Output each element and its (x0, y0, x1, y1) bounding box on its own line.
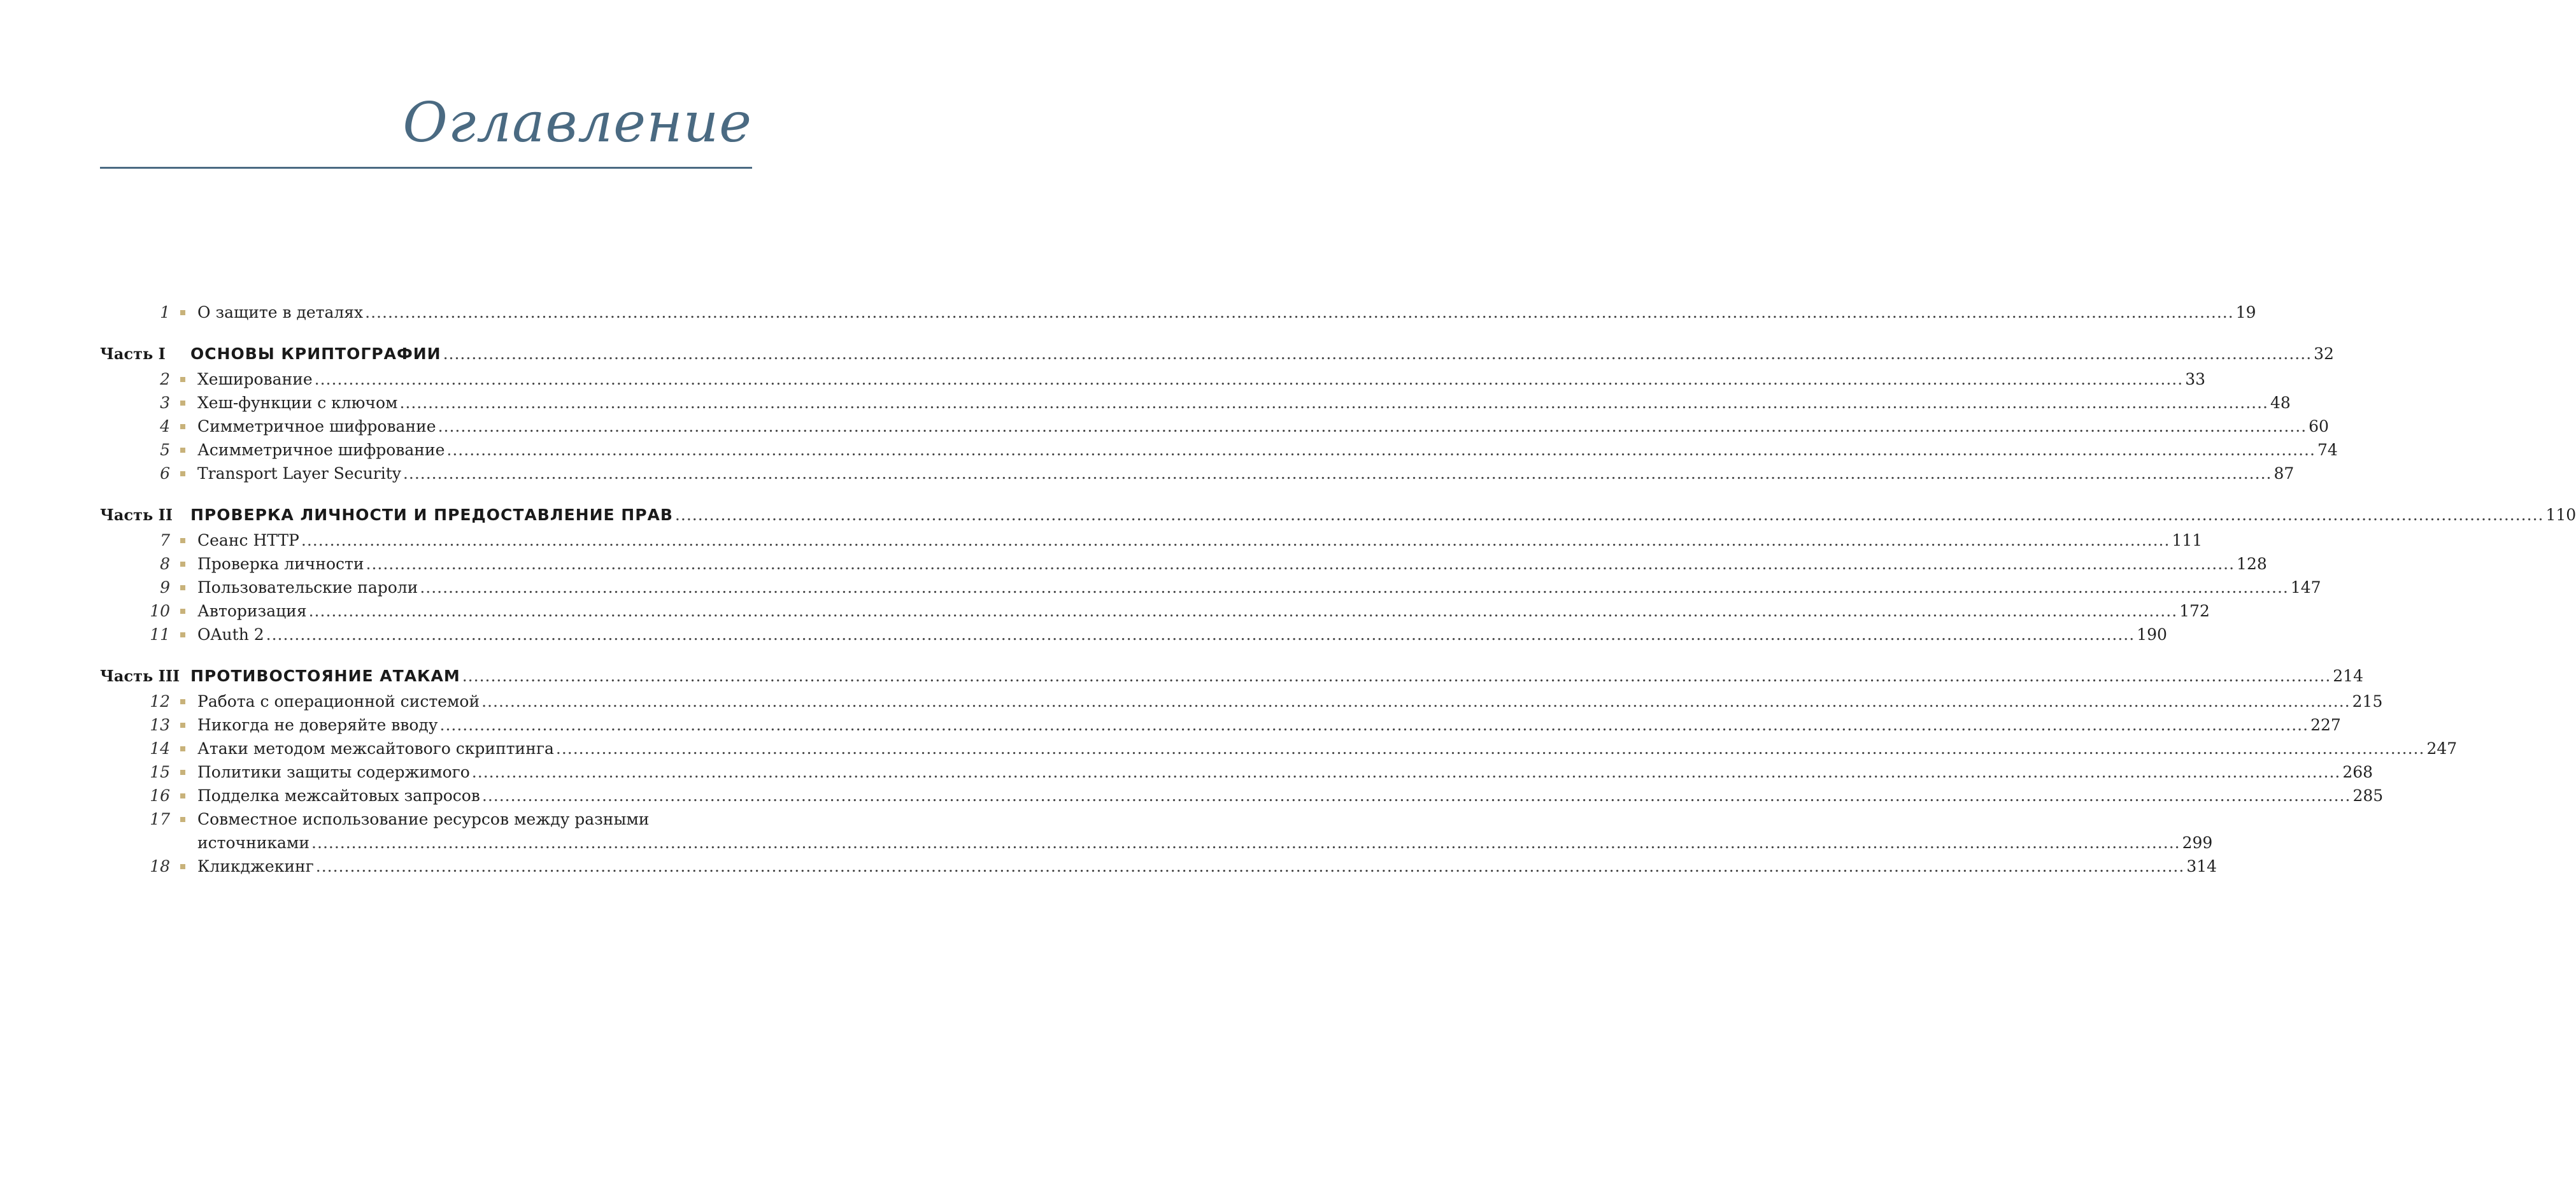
title-divider (100, 167, 752, 169)
toc-entry-part-1[interactable] (100, 340, 2334, 367)
chapter-title-block (197, 807, 2212, 855)
chapter-title: Работа с операционной системой (197, 692, 480, 711)
chapter-number: 1 (160, 303, 170, 322)
page-number: 215 (2352, 692, 2383, 711)
chapter-number: 7 (160, 531, 170, 550)
chapter-number: 3 (160, 394, 170, 412)
bullet-icon (180, 562, 185, 567)
chapter-title: Пользовательские пароли (197, 578, 418, 597)
toc-entry-chapter-5[interactable] (100, 438, 2338, 462)
bullet-icon (180, 609, 185, 614)
dot-leader (301, 529, 2170, 552)
page-number: 285 (2352, 786, 2384, 805)
bullet-icon (180, 538, 185, 543)
toc-entry-chapter-18[interactable] (100, 855, 2217, 878)
toc-entry-part-2[interactable] (100, 501, 2576, 529)
dot-leader (438, 415, 2307, 438)
chapter-number: 9 (160, 578, 170, 597)
page-number: 74 (2317, 441, 2338, 459)
chapter-number: 10 (150, 602, 170, 620)
toc-entry-chapter-15[interactable] (100, 760, 2373, 784)
page-number: 227 (2310, 716, 2341, 734)
dot-leader (446, 438, 2316, 462)
dot-leader (311, 831, 2181, 855)
toc-entry-chapter-14[interactable] (100, 737, 2458, 760)
chapter-title-continuation (197, 831, 2212, 855)
chapter-number: 17 (150, 810, 170, 828)
part-title: ОСНОВЫ КРИПТОГРАФИИ (190, 344, 441, 363)
bullet-icon (180, 632, 185, 637)
toc-entry-chapter-9[interactable] (100, 576, 2321, 599)
chapter-title: Кликджекинг (197, 857, 314, 876)
chapter-title: Никогда не доверяйте вводу (197, 716, 438, 734)
page-number: 111 (2172, 531, 2203, 550)
chapter-title-line-2: источниками (197, 834, 310, 852)
toc-entry-chapter-8[interactable] (100, 552, 2267, 576)
toc-entry-chapter-16[interactable] (100, 784, 2384, 807)
chapter-number: 6 (160, 464, 170, 483)
part-title: ПРОТИВОСТОЯНИЕ АТАКАМ (190, 667, 460, 685)
chapter-number: 12 (150, 692, 170, 711)
page-number: 32 (2314, 344, 2334, 363)
dot-leader (403, 462, 2272, 485)
toc-entry-chapter-4[interactable] (100, 415, 2329, 438)
dot-leader (440, 713, 2309, 737)
dot-leader (482, 784, 2351, 807)
bullet-icon (180, 310, 185, 315)
chapter-title: Асимметричное шифрование (197, 441, 445, 459)
dot-leader (399, 391, 2268, 415)
page-number: 190 (2137, 625, 2167, 644)
page-number: 172 (2179, 602, 2210, 620)
chapter-number: 15 (150, 763, 170, 781)
dot-leader (481, 690, 2351, 713)
bullet-icon (180, 585, 185, 590)
toc-entry-chapter-10[interactable] (100, 599, 2210, 623)
page-number: 214 (2333, 667, 2363, 685)
dot-leader (266, 623, 2135, 646)
bullet-icon (180, 793, 185, 798)
page-number: 147 (2290, 578, 2321, 597)
dot-leader (443, 340, 2312, 367)
dot-leader (556, 737, 2425, 760)
page-number: 60 (2309, 417, 2329, 436)
bullet-icon (180, 377, 185, 382)
table-of-contents (100, 301, 2576, 878)
bullet-icon (180, 864, 185, 869)
chapter-number: 16 (150, 786, 170, 805)
chapter-title: Сеанс HTTP (197, 531, 299, 550)
chapter-number: 18 (150, 857, 170, 876)
bullet-icon (180, 770, 185, 775)
bullet-icon (180, 448, 185, 453)
chapter-number: 13 (150, 716, 170, 734)
page-number: 48 (2270, 394, 2291, 412)
bullet-icon (180, 723, 185, 728)
part-title: ПРОВЕРКА ЛИЧНОСТИ И ПРЕДОСТАВЛЕНИЕ ПРАВ (190, 506, 673, 524)
page-title: Оглавление (402, 91, 752, 155)
toc-entry-chapter-1[interactable] (100, 301, 2256, 324)
chapter-number: 8 (160, 555, 170, 573)
dot-leader (675, 501, 2544, 529)
chapter-title: О защите в деталях (197, 303, 364, 322)
bullet-icon (180, 471, 185, 476)
chapter-number: 11 (150, 625, 170, 644)
bullet-icon (180, 817, 185, 822)
page-number: 87 (2274, 464, 2295, 483)
toc-entry-chapter-13[interactable] (100, 713, 2341, 737)
bullet-icon (180, 746, 185, 751)
toc-entry-chapter-17[interactable] (100, 807, 2213, 855)
chapter-title: Подделка межсайтовых запросов (197, 786, 480, 805)
dot-leader (420, 576, 2289, 599)
page-number: 314 (2186, 857, 2217, 876)
chapter-title: Transport Layer Security (197, 464, 401, 483)
chapter-title: Симметричное шифрование (197, 417, 436, 436)
toc-entry-chapter-2[interactable] (100, 367, 2206, 391)
chapter-title: Политики защиты содержимого (197, 763, 470, 781)
chapter-number: 5 (160, 441, 170, 459)
chapter-title: Атаки методом межсайтового скриптинга (197, 739, 554, 758)
toc-entry-part-3[interactable] (100, 662, 2363, 690)
page-number: 299 (2182, 834, 2213, 852)
bullet-icon (180, 699, 185, 704)
bullet-icon (180, 424, 185, 429)
part-label: Часть III (100, 667, 180, 685)
toc-entry-chapter-3[interactable] (100, 391, 2291, 415)
dot-leader (472, 760, 2341, 784)
page-number: 19 (2235, 303, 2256, 322)
dot-leader (315, 367, 2184, 391)
dot-leader (366, 552, 2235, 576)
toc-entry-chapter-7[interactable] (100, 529, 2203, 552)
page-number: 128 (2237, 555, 2267, 573)
chapter-title: Совместное использование ресурсов между разными (197, 810, 650, 828)
chapter-title: Авторизация (197, 602, 307, 620)
dot-leader (309, 599, 2178, 623)
chapter-number: 4 (160, 417, 170, 436)
toc-entry-chapter-6[interactable] (100, 462, 2295, 485)
page-number: 33 (2185, 370, 2206, 388)
chapter-title: OAuth 2 (197, 625, 264, 644)
toc-entry-chapter-11[interactable] (100, 623, 2167, 646)
chapter-title: Хеш-функции с ключом (197, 394, 398, 412)
chapter-number: 14 (150, 739, 170, 758)
dot-leader (316, 855, 2185, 878)
chapter-title: Проверка личности (197, 555, 364, 573)
page-number: 268 (2342, 763, 2373, 781)
toc-entry-chapter-12[interactable] (100, 690, 2383, 713)
dot-leader (462, 662, 2331, 690)
part-label: Часть II (100, 506, 173, 524)
bullet-icon (180, 401, 185, 406)
page-number: 247 (2426, 739, 2458, 758)
chapter-number: 2 (160, 370, 170, 388)
page-number: 110 (2545, 506, 2576, 524)
dot-leader (365, 301, 2234, 324)
chapter-title: Хеширование (197, 370, 313, 388)
part-label: Часть I (100, 344, 166, 363)
